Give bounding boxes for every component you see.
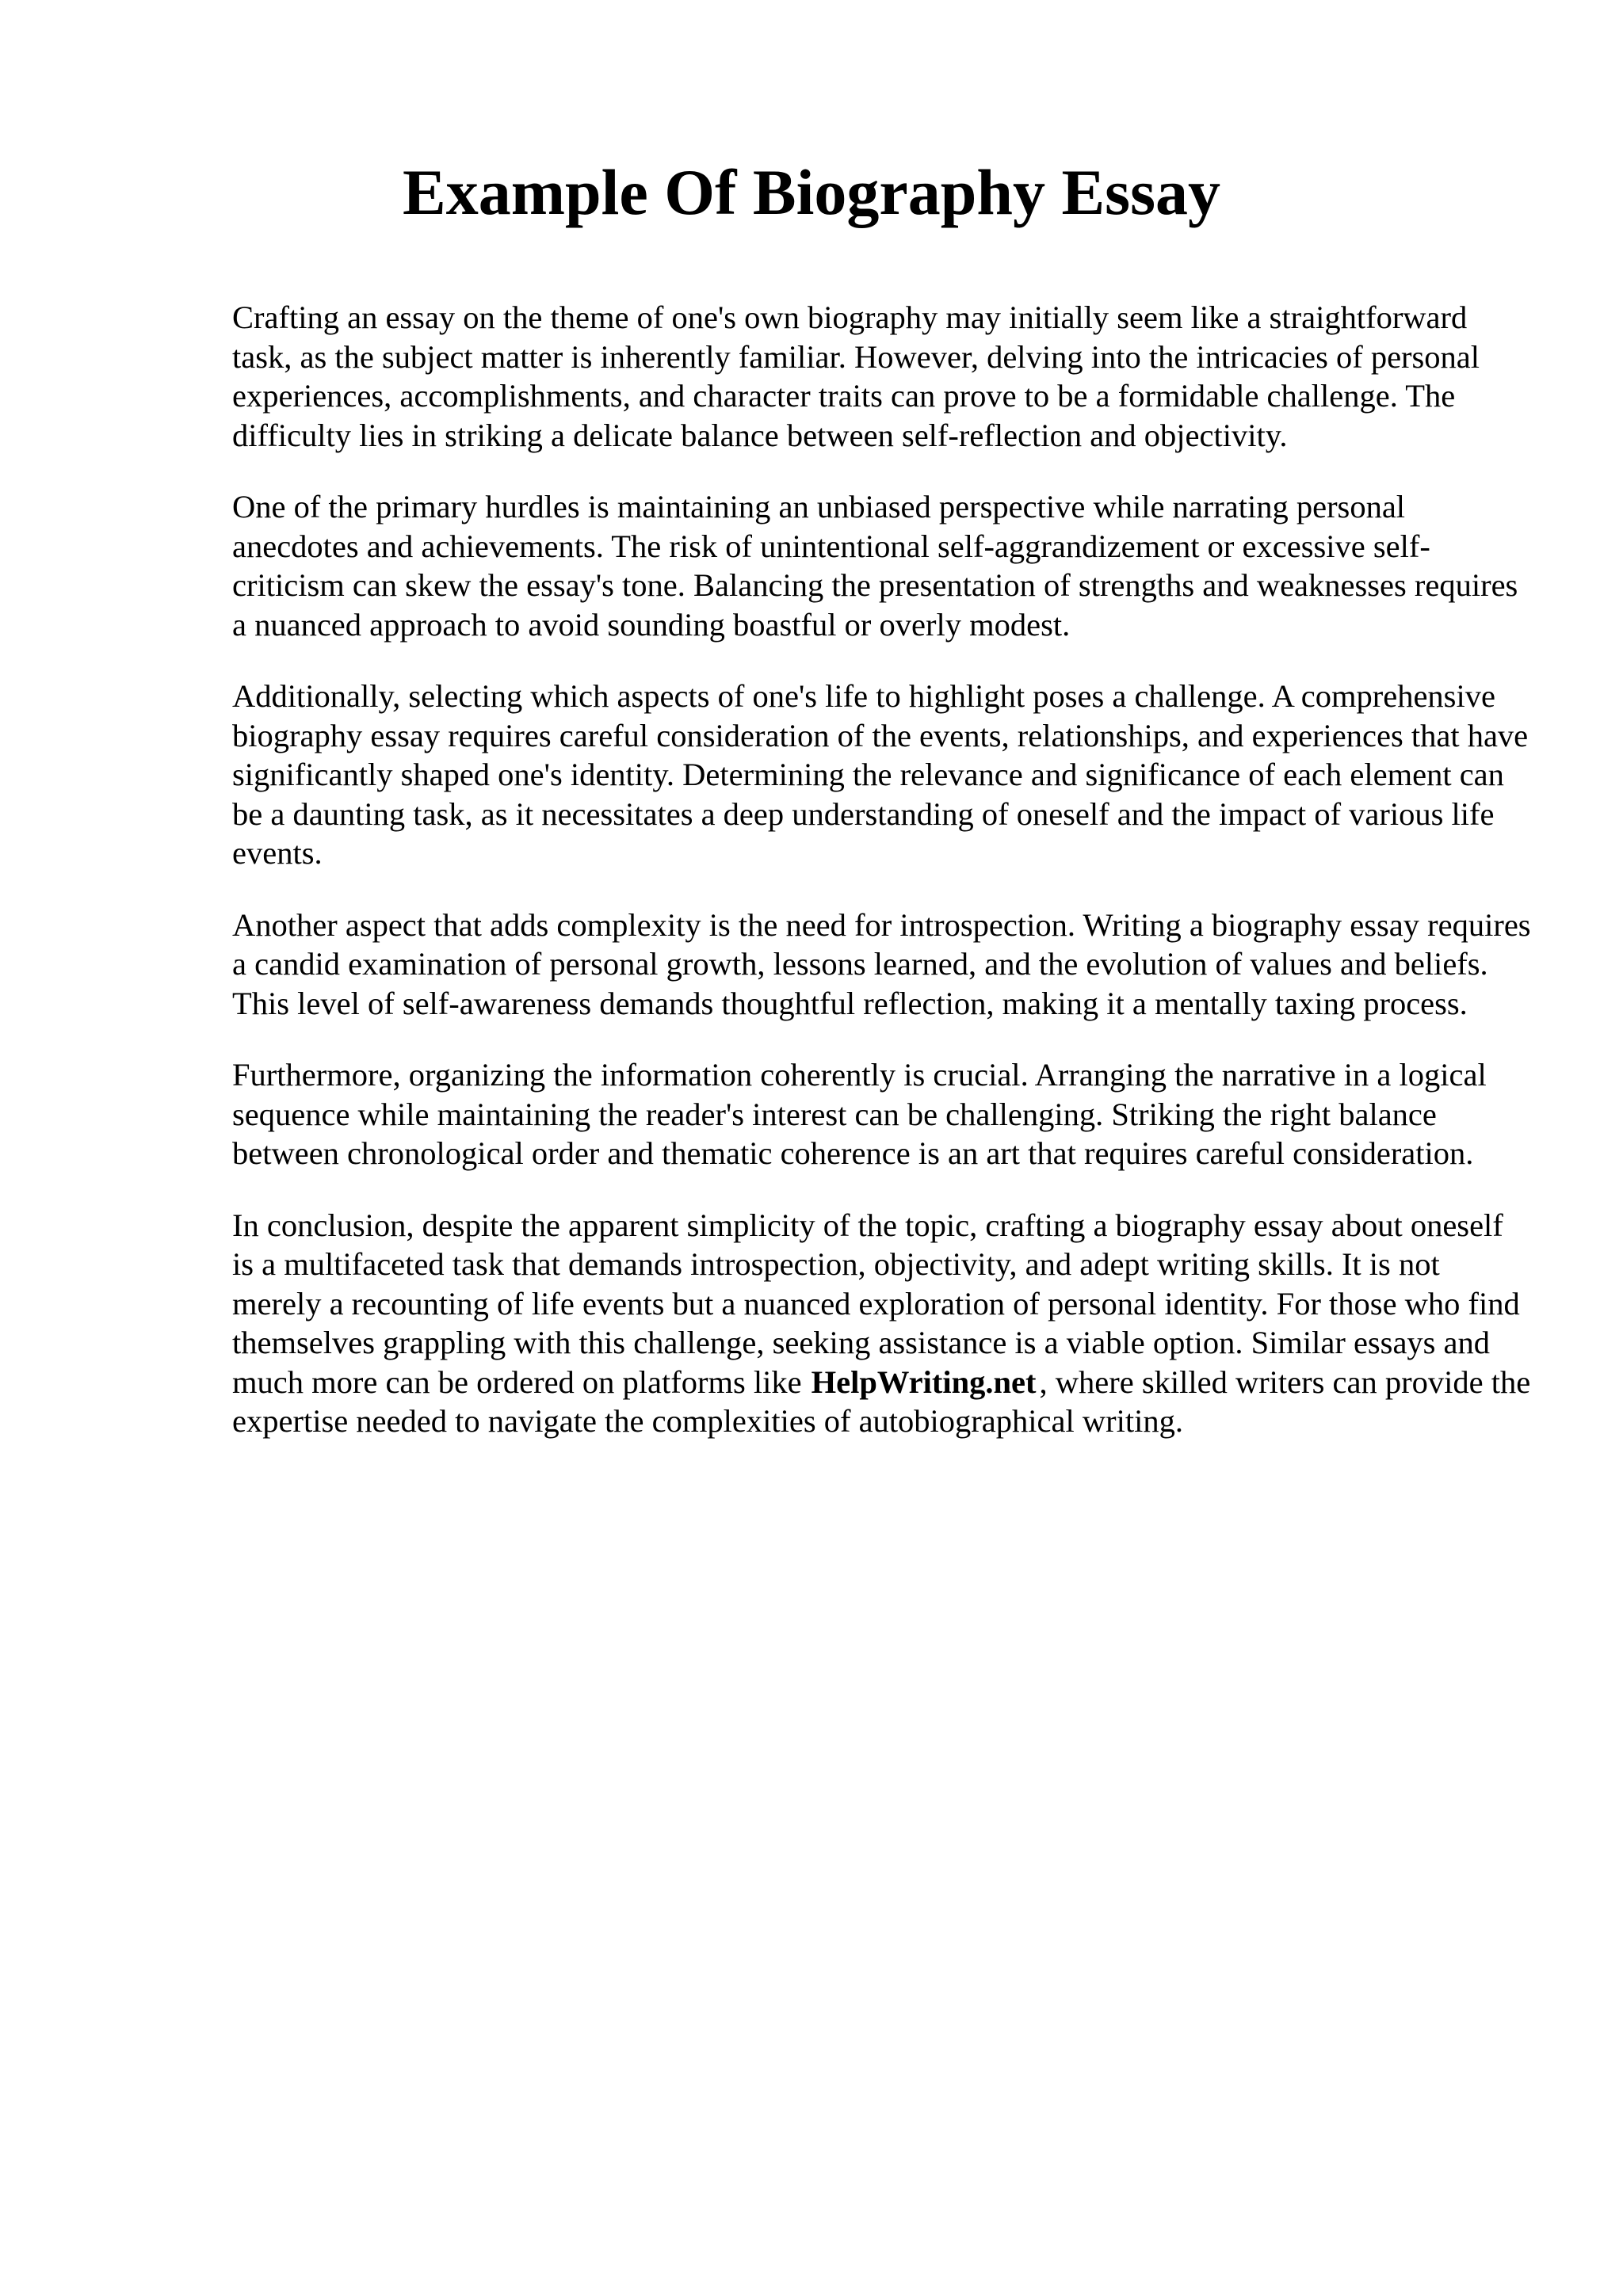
paragraph-1: Crafting an essay on the theme of one's own biography may initially seem like a straightforward task, as the subject matter is inherently familiar. However, delving into the intricacies of personal experiences, accomplishments, and character traits can prove to be a formidable challenge. The difficulty lies in striking a delicate balance between self-reflection and objectivity. <box>232 299 1480 453</box>
paragraph-2: One of the primary hurdles is maintaining an unbiased perspective while narrating personal anecdotes and achievements. The risk of unintentional self-aggrandizement or excessive self-criticism can skew the essay's tone. Balancing the presentation of strengths and weaknesses requires a nuanced approach to avoid sounding boastful or overly modest. <box>232 489 1518 643</box>
helpwriting-link[interactable]: HelpWriting.net <box>811 1363 1037 1400</box>
essay-body <box>232 298 1532 1474</box>
paragraph-5: Furthermore, organizing the information coherently is crucial. Arranging the narrative in a logical sequence while maintaining the reader's interest can be challenging. Striking the right balance between chronological order and thematic coherence is an art that requires careful consideration. <box>232 1057 1487 1171</box>
paragraph-4: Another aspect that adds complexity is the need for introspection. Writing a biography essay requires a candid examination of personal growth, lessons learned, and the evolution of values and beliefs. This level of self-awareness demands thoughtful reflection, making it a mentally taxing process. <box>232 906 1531 1021</box>
conclusion-text-before-link: In conclusion, despite the apparent simplicity of the topic, crafting a biography essay about oneself is a multifaceted task that demands introspection, objectivity, and adept writing skills. It is not merely a recounting of life events but a nuanced exploration of personal identity. For those who find themselves grappling with this challenge, seeking assistance is a viable option. Similar essays and much more can be ordered on platforms like <box>232 1207 1520 1400</box>
paragraph-3: Additionally, selecting which aspects of one's life to highlight poses a challenge. A comprehensive biography essay requires careful consideration of the events, relationships, and experiences that have significantly shaped one's identity. Determining the relevance and significance of each element can be a daunting task, as it necessitates a deep understanding of oneself and the impact of various life events. <box>232 678 1529 871</box>
page-title: Example Of Biography Essay <box>403 156 1220 228</box>
conclusion-text-after-link: , where skilled writers can provide the expertise needed to navigate the complexities of autobiographical writing. <box>232 1363 1531 1439</box>
conclusion-paragraph <box>232 1206 1532 1441</box>
